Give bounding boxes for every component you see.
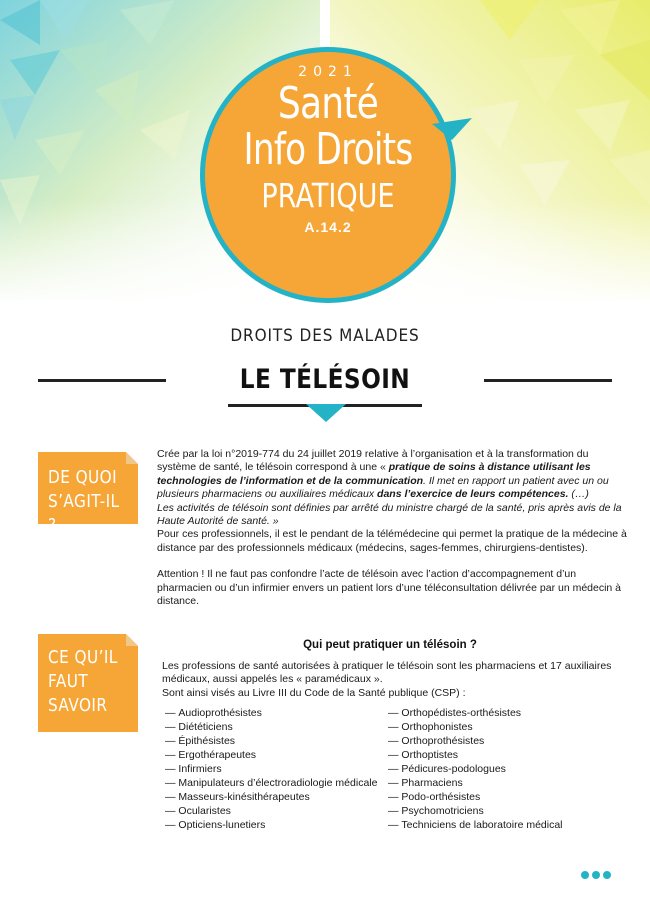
list-item: — Orthophonistes	[388, 720, 563, 734]
list-item: — Épithésistes	[165, 734, 377, 748]
list-item: — Podo-orthésistes	[388, 790, 563, 804]
list-item: — Ocularistes	[165, 804, 377, 818]
continue-dots-icon	[581, 866, 614, 884]
intro-paragraph-1: Crée par la loi n°2019-774 du 24 juillet 2019 relative à l’organisation et à la transformation du système de santé, le télésoin correspond à une « pratique de soins à distance utilisant les technologies de l’information et de la communication. Il met en rapport un patient avec un ou plusieurs pharmaciens ou auxiliaires médicaux dans l’exercice de leurs compétences. (…)	[157, 448, 609, 501]
page-title: LE TÉLÉSOIN	[239, 364, 411, 395]
list-item: — Audioprothésistes	[165, 706, 377, 720]
who-heading: Qui peut pratiquer un télésoin ?	[303, 639, 477, 651]
badge-year: 2021	[298, 64, 358, 80]
who-text	[162, 660, 627, 700]
profession-list-right	[388, 706, 563, 832]
list-item: — Pédicures-podologues	[388, 762, 563, 776]
who-paragraph-2: Sont ainsi visés au Livre III du Code de la Santé publique (CSP) :	[162, 686, 466, 699]
down-arrow-icon	[306, 404, 346, 424]
badge-pointer-icon	[432, 118, 472, 140]
list-item: — Diététiciens	[165, 720, 377, 734]
badge-title-line1: Santé	[277, 78, 379, 129]
intro-paragraph-3: Attention ! Il ne faut pas confondre l’acte de télésoin avec l’action d’accompagnement d’un pharmacien ou d’un infirmier envers un patient lors d’une téléconsultation délivrée par un médecin à distance.	[157, 568, 622, 608]
tab-what-to-know	[38, 634, 138, 732]
list-item: — Infirmiers	[165, 762, 377, 776]
list-item: — Pharmaciens	[388, 776, 563, 790]
who-paragraph-1: Les professions de santé autorisées à pratiquer le télésoin sont les pharmaciens et 17 auxiliaires médicaux, aussi appelés les « paramédicaux ».	[162, 660, 612, 686]
list-item: — Masseurs-kinésithérapeutes	[165, 790, 377, 804]
badge-title-line2: Info Droits	[243, 124, 413, 175]
profession-list-left	[165, 706, 377, 832]
list-item: — Orthoptistes	[388, 748, 563, 762]
tab-corner-fold-icon	[126, 452, 138, 464]
list-item: — Psychomotriciens	[388, 804, 563, 818]
list-item: — Techniciens de laboratoire médical	[388, 818, 563, 832]
badge-title-line3: PRATIQUE	[261, 176, 395, 215]
list-item: — Opticiens-lunetiers	[165, 818, 377, 832]
list-item: — Orthoprothésistes	[388, 734, 563, 748]
intro-paragraph-2: Pour ces professionnels, il est le pendant de la télémédecine qui permet la pratique de la médecine à distance par des professionnels médicaux (médecins, sages-femmes, chirurgiens-dentistes).	[157, 528, 627, 554]
list-item: — Orthopédistes-orthésistes	[388, 706, 563, 720]
intro-text	[157, 448, 627, 608]
list-item: — Ergothérapeutes	[165, 748, 377, 762]
section-label: DROITS DES MALADES	[230, 326, 420, 346]
badge-code: A.14.2	[304, 219, 352, 235]
tab-what-is-it-label: DE QUOI S’AGIT-IL ?	[48, 467, 120, 536]
list-item: — Manipulateurs d’électroradiologie médicale	[165, 776, 377, 790]
tab-corner-fold-icon	[126, 634, 138, 646]
tab-what-is-it	[38, 452, 138, 536]
intro-paragraph-1b: Les activités de télésoin sont définies par arrêté du ministre chargé de la santé, pris après avis de la Haute Autorité de santé. »	[157, 501, 622, 528]
title-badge	[205, 52, 451, 298]
tab-what-to-know-label: CE QU’IL FAUT SAVOIR	[48, 647, 118, 716]
